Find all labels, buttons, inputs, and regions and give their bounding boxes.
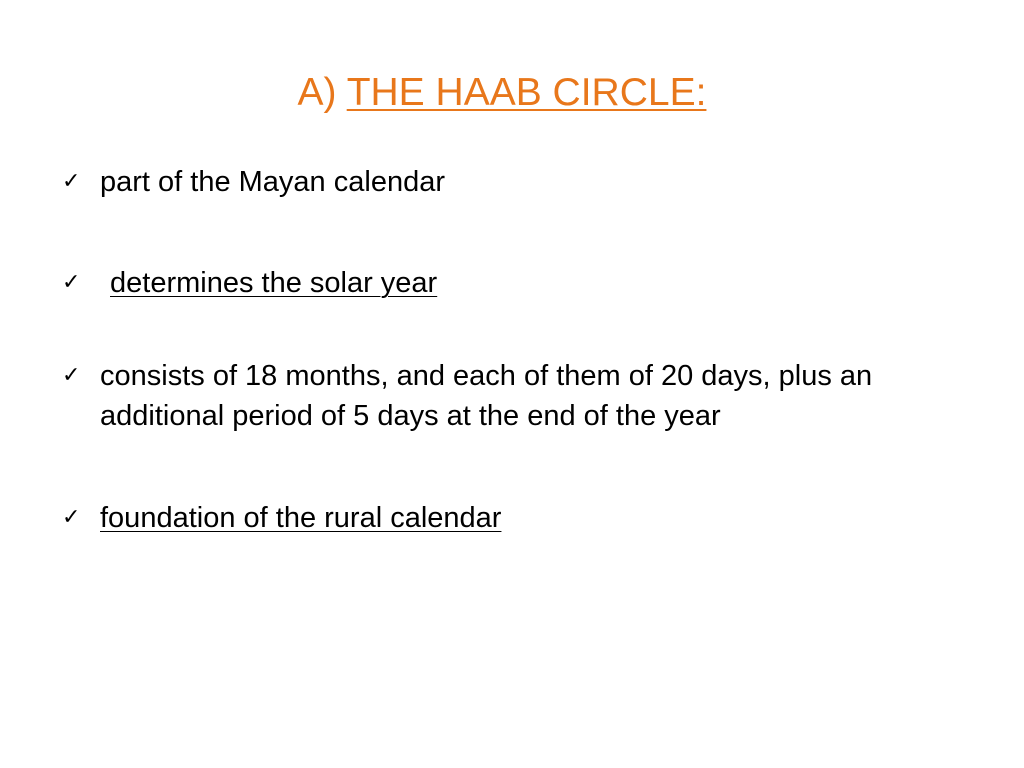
bullet-text: foundation of the rural calendar	[100, 502, 502, 534]
bullet-text: consists of 18 months, and each of them of 20 days, plus an additional period of 5 days at the end of the year	[100, 360, 873, 432]
bullet-item	[62, 356, 962, 436]
bullet-text: determines the solar year	[110, 267, 438, 299]
bullet-item	[62, 498, 962, 538]
bullet-list	[62, 162, 962, 538]
slide-title	[0, 68, 1004, 118]
bullet-item	[62, 162, 962, 202]
checkmark-icon: ✓	[62, 505, 81, 530]
slide-title-prefix: A)	[297, 71, 347, 114]
slide-title-main: THE HAAB CIRCLE:	[346, 71, 707, 114]
bullet-text: part of the Mayan calendar	[100, 166, 445, 198]
bullet-item	[62, 263, 962, 303]
checkmark-icon: ✓	[62, 363, 81, 388]
checkmark-icon: ✓	[62, 169, 81, 194]
checkmark-icon: ✓	[62, 270, 81, 295]
